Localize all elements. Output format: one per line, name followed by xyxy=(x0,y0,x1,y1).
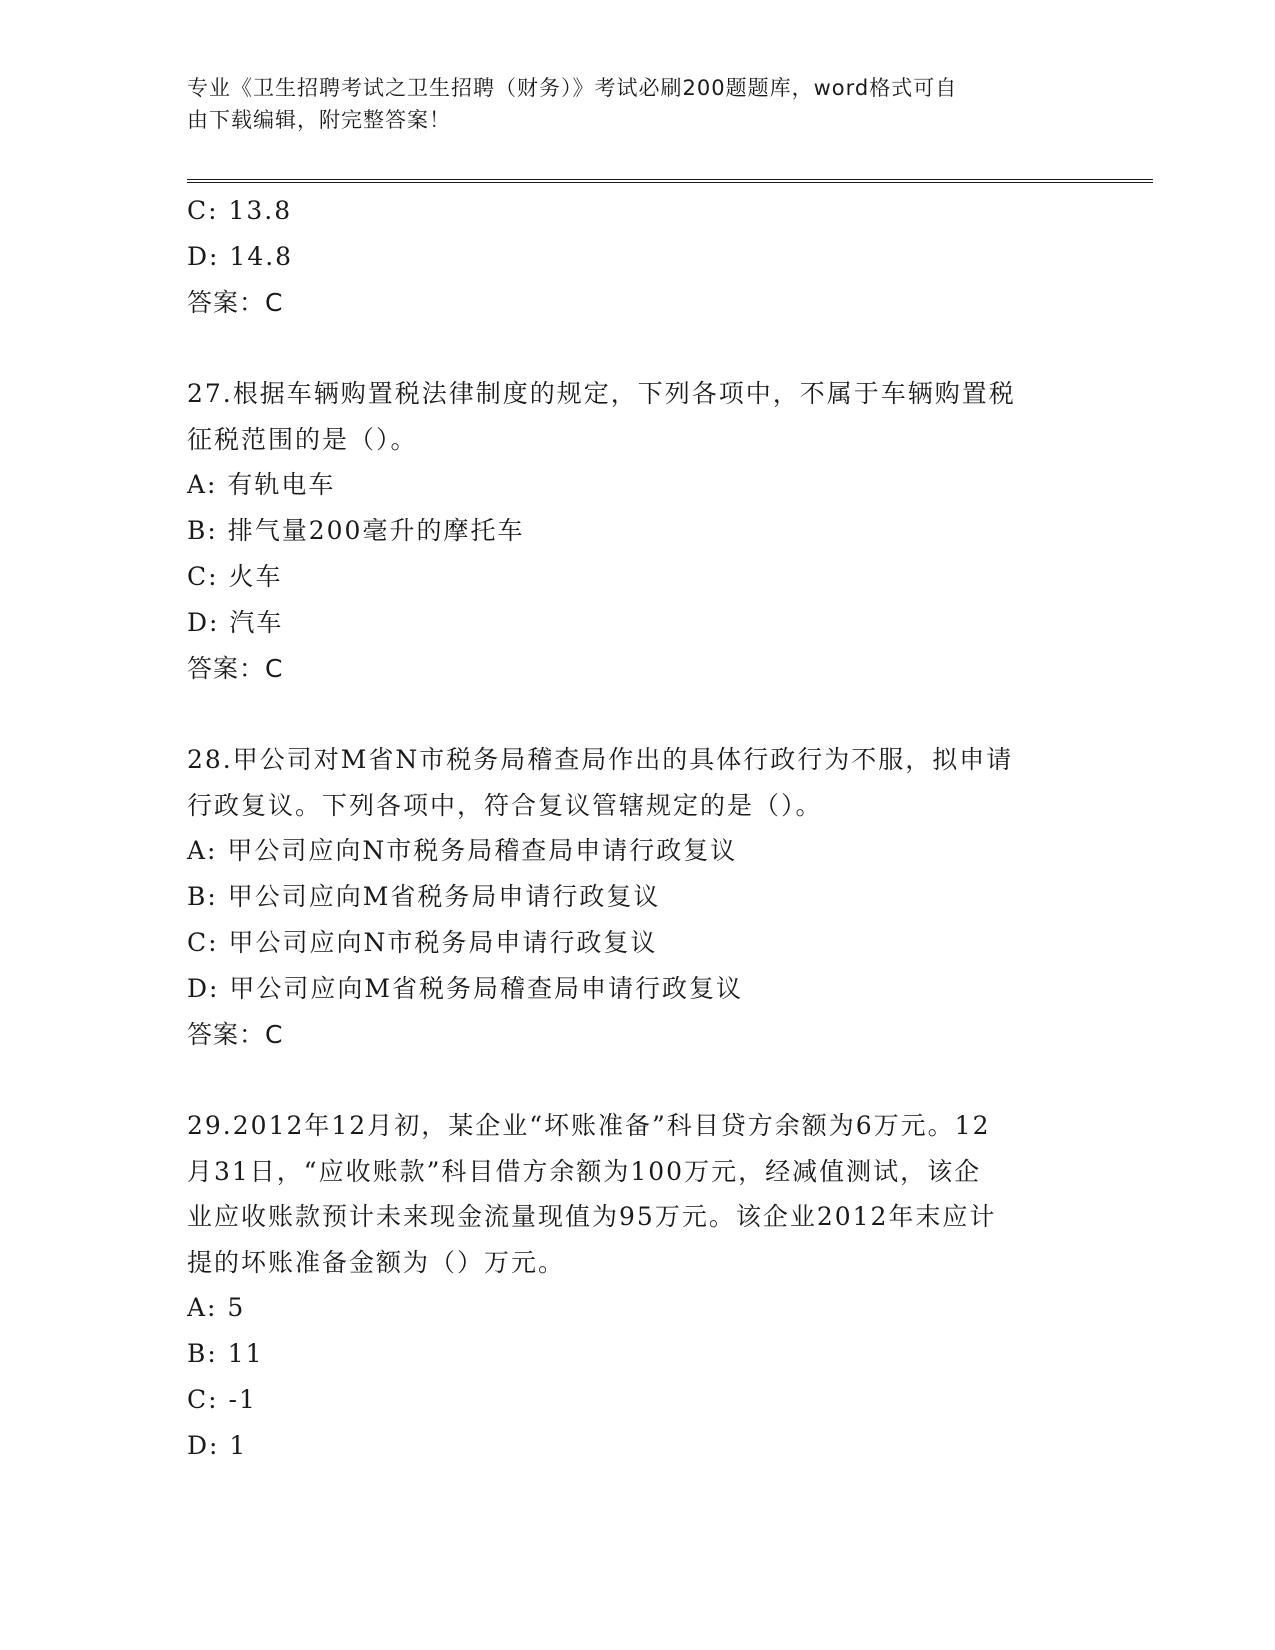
option-c: C: 火车 xyxy=(187,562,283,591)
answer-line: 答案：C xyxy=(187,1020,284,1049)
stem-line: 28.甲公司对M省N市税务局稽查局作出的具体行政行为不服，拟申请 xyxy=(187,745,1014,774)
option-a: A: 5 xyxy=(187,1293,246,1322)
stem-line: 征税范围的是（）。 xyxy=(187,424,418,454)
question-stem xyxy=(187,1103,1087,1285)
question-29 xyxy=(187,1103,1087,1469)
stem-line: 29.2012年12月初，某企业“坏账准备”科目贷方余额为6万元。12 xyxy=(187,1111,991,1140)
header-divider-bottom xyxy=(187,182,1153,183)
question-continued xyxy=(187,188,1087,326)
answer-line: 答案：C xyxy=(187,654,284,683)
option-c: C: 甲公司应向N市税务局申请行政复议 xyxy=(187,928,658,957)
option-d: D: 汽车 xyxy=(187,608,284,637)
question-stem xyxy=(187,737,1087,828)
stem-line: 月31日，“应收账款”科目借方余额为100万元，经减值测试，该企 xyxy=(187,1156,982,1186)
question-27 xyxy=(187,371,1087,692)
stem-line: 行政复议。下列各项中，符合复议管辖规定的是（）。 xyxy=(187,790,823,820)
answer-line: 答案：C xyxy=(187,288,284,317)
option-b: B: 11 xyxy=(187,1339,264,1368)
option-c: C: -1 xyxy=(187,1385,257,1414)
option-b: B: 甲公司应向M省税务局申请行政复议 xyxy=(187,882,661,911)
header-line-2: 由下载编辑，附完整答案！ xyxy=(187,108,451,132)
header-line-1: 专业《卫生招聘考试之卫生招聘（财务）》考试必刷200题题库，word格式可自 xyxy=(187,76,958,100)
question-28 xyxy=(187,737,1087,1058)
question-stem xyxy=(187,371,1087,462)
option-d: D: 甲公司应向M省税务局稽查局申请行政复议 xyxy=(187,974,744,1003)
option-a: A: 有轨电车 xyxy=(187,470,336,499)
stem-line: 业应收账款预计未来现金流量现值为95万元。该企业2012年末应计 xyxy=(187,1202,997,1231)
option-c: C: 13.8 xyxy=(187,196,293,225)
stem-line: 提的坏账准备金额为（）万元。 xyxy=(187,1247,566,1277)
stem-line: 27.根据车辆购置税法律制度的规定，下列各项中，不属于车辆购置税 xyxy=(187,379,1016,408)
question-list xyxy=(187,188,1087,1469)
header-divider-top xyxy=(187,179,1153,180)
option-a: A: 甲公司应向N市税务局稽查局申请行政复议 xyxy=(187,836,738,865)
option-d: D: 14.8 xyxy=(187,242,294,271)
option-b: B: 排气量200毫升的摩托车 xyxy=(187,516,525,545)
option-d: D: 1 xyxy=(187,1431,248,1460)
document-header xyxy=(187,72,1067,136)
